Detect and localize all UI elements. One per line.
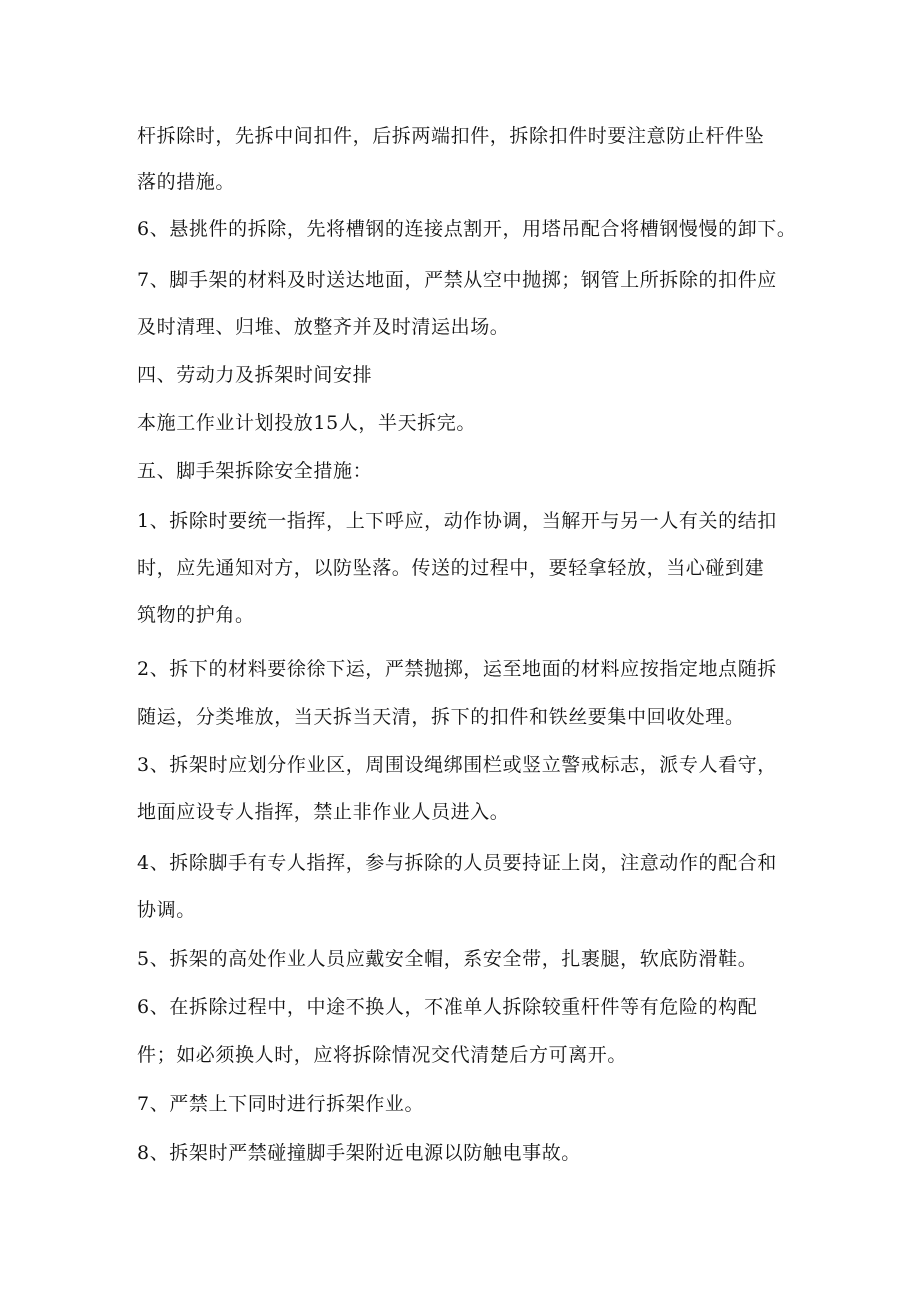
text-line-03: 6、悬挑件的拆除，先将槽钢的连接点割开，用塔吊配合将槽钢慢慢的卸下。 xyxy=(137,218,797,240)
text-line-13: 随运，分类堆放，当天拆当天清，拆下的扣件和铁丝要集中回收处理。 xyxy=(137,706,745,728)
text-line-17: 协调。 xyxy=(137,899,196,921)
text-line-14: 3、拆架时应划分作业区，周围设绳绑围栏或竖立警戒标志，派专人看守， xyxy=(137,754,777,776)
text-line-12: 2、拆下的材料要徐徐下运，严禁抛掷，运至地面的材料应按指定地点随拆 xyxy=(137,658,777,680)
text-line-04: 7、脚手架的材料及时送达地面，严禁从空中抛掷；钢管上所拆除的扣件应 xyxy=(137,269,777,291)
text-line-16: 4、拆除脚手有专人指挥，参与拆除的人员要持证上岗，注意动作的配合和 xyxy=(137,852,777,874)
text-line-21: 7、严禁上下同时进行拆架作业。 xyxy=(137,1093,425,1115)
text-line-22: 8、拆架时严禁碰撞脚手架附近电源以防触电事故。 xyxy=(137,1142,581,1164)
text-line-19: 6、在拆除过程中，中途不换人，不准单人拆除较重杆件等有危险的构配 xyxy=(137,996,758,1018)
text-line-18: 5、拆架的高处作业人员应戴安全帽，系安全带，扎裹腿，软底防滑鞋。 xyxy=(137,948,758,970)
text-line-05: 及时清理、归堆、放整齐并及时清运出场。 xyxy=(137,316,510,338)
text-line-09: 1、拆除时要统一指挥，上下呼应，动作协调，当解开与另一人有关的结扣 xyxy=(137,510,777,532)
section-heading-5: 五、脚手架拆除安全措施： xyxy=(137,460,373,482)
text-line-10: 时，应先通知对方，以防坠落。传送的过程中，要轻拿轻放，当心碰到建 xyxy=(137,557,765,579)
text-line-01: 杆拆除时，先拆中间扣件，后拆两端扣件，拆除扣件时要注意防止杆件坠 xyxy=(137,125,765,147)
text-line-20: 件；如必须换人时，应将拆除情况交代清楚后方可离开。 xyxy=(137,1044,628,1066)
text-line-02: 落的措施。 xyxy=(137,171,236,193)
text-line-11: 筑物的护角。 xyxy=(137,604,255,626)
section-heading-4: 四、劳动力及拆架时间安排 xyxy=(137,364,373,386)
text-line-15: 地面应设专人指挥，禁止非作业人员进入。 xyxy=(137,801,510,823)
text-line-07: 本施工作业计划投放15人，半天拆完。 xyxy=(137,412,476,434)
